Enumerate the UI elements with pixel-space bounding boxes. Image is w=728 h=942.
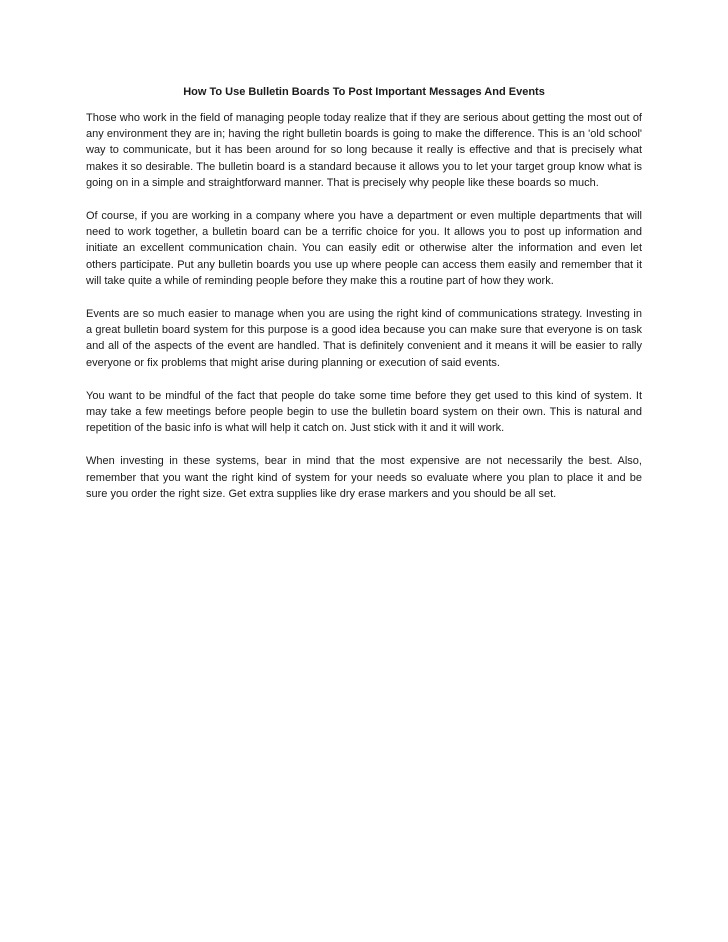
paragraph-4: You want to be mindful of the fact that people do take some time before they get used to this kind of system. It may take a few meetings before people begin to use the bulletin board system on their own. This is natural and repetition of the basic info is what will help it catch on. Just stick with it and it will work.: [86, 389, 642, 435]
paragraph-3: Events are so much easier to manage when you are using the right kind of communications strategy. Investing in a great bulletin board system for this purpose is a good idea because you can make sure that everyone is on task and all of the aspects of the event are handled. That is definitely convenient and it means it will be easier to rally everyone or fix problems that might arise during planning or execution of said events.: [86, 308, 642, 369]
paragraph-5: When investing in these systems, bear in mind that the most expensive are not necessarily the best. Also, remember that you want the right kind of system for your needs so evaluate where you plan to place it and be sure you order the right size. Get extra supplies like dry erase markers and you should be all set.: [86, 455, 642, 500]
document-page: [86, 84, 642, 519]
paragraph-2: Of course, if you are working in a company where you have a department or even multiple departments that will need to work together, a bulletin board can be a terrific choice for you. It allows you to post up information and initiate an excellent communication chain. You can easily edit or otherwise alter the information and even let others participate. Put any bulletin boards you use up where people can access them easily and remember that it will take quite a while of reminding people before they make this a routine part of how they work.: [86, 210, 642, 287]
paragraph-1: Those who work in the field of managing people today realize that if they are serious about getting the most out of any environment they are in; having the right bulletin boards is going to make the difference. This is an 'old school' way to communicate, but it has been around for so long because it really is effective and that is precisely what makes it so desirable. The bulletin board is a standard because it allows you to let your target group know what is going on in a simple and straightforward manner. That is precisely why people like these boards so much.: [86, 112, 642, 189]
document-title: How To Use Bulletin Boards To Post Important Messages And Events: [183, 86, 545, 98]
